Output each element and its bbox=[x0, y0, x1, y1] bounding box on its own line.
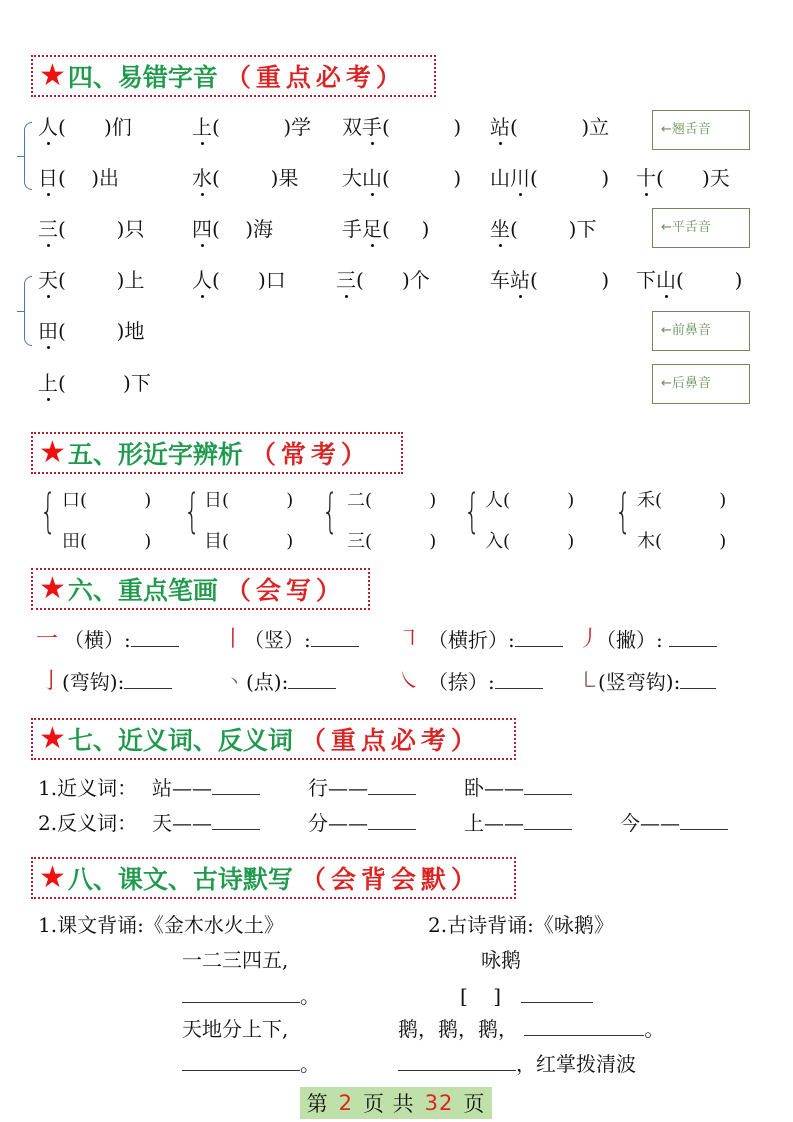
tag-flat-tongue: ←平舌音 bbox=[652, 208, 750, 248]
section-title: 五、形近字辨析 bbox=[67, 440, 243, 469]
section-note: （会背会默） bbox=[300, 865, 481, 894]
text-line-4: 。 bbox=[182, 1052, 320, 1076]
section-note: （重点必考） bbox=[225, 63, 406, 92]
answer-blank[interactable] bbox=[311, 629, 359, 647]
curly-brace-icon: { bbox=[464, 484, 481, 538]
text-line-3: 天地分上下, bbox=[182, 1017, 289, 1041]
section-header-7 bbox=[31, 718, 516, 760]
pinyin-item: 人( )口 bbox=[192, 268, 286, 292]
text-line-1: 一二三四五, bbox=[182, 948, 289, 972]
answer-blank[interactable] bbox=[524, 1018, 644, 1036]
answer-blank[interactable] bbox=[131, 629, 179, 647]
similar-top: 日( ) bbox=[204, 490, 294, 511]
stroke-shuwangou-icon: ㇄ bbox=[578, 669, 601, 694]
brace-icon bbox=[24, 122, 32, 190]
text-line-2: 。 bbox=[182, 984, 320, 1008]
similar-top: 禾( ) bbox=[637, 490, 727, 511]
answer-blank[interactable] bbox=[515, 629, 563, 647]
page-indicator bbox=[300, 1087, 492, 1119]
answer-blank[interactable] bbox=[368, 812, 416, 830]
pinyin-item: 上( )下 bbox=[38, 371, 151, 395]
stroke-pie-icon: 丿 bbox=[578, 627, 601, 652]
star-icon: ★ bbox=[39, 435, 66, 470]
stroke-wangou-icon: 亅 bbox=[40, 669, 63, 694]
similar-bottom: 三( ) bbox=[347, 531, 437, 552]
stroke-na-icon: ㇏ bbox=[398, 669, 421, 694]
synonym-item: 卧—— bbox=[464, 776, 572, 800]
stroke-label: (竖弯钩): bbox=[598, 670, 716, 694]
pinyin-item: 四( )海 bbox=[192, 217, 274, 241]
answer-blank[interactable] bbox=[495, 671, 543, 689]
curly-brace-icon: { bbox=[184, 484, 201, 538]
section-title: 七、近义词、反义词 bbox=[67, 726, 293, 755]
answer-blank[interactable] bbox=[288, 671, 336, 689]
antonyms-label: 2.反义词： bbox=[38, 811, 138, 835]
answer-blank[interactable] bbox=[398, 1053, 516, 1071]
answer-blank[interactable] bbox=[521, 985, 593, 1003]
stroke-label: （横）: bbox=[64, 628, 179, 652]
synonyms-label: 1.近义词： bbox=[38, 776, 138, 800]
similar-top: 口( ) bbox=[62, 490, 152, 511]
tag-back-nasal: ←后鼻音 bbox=[652, 364, 750, 404]
pinyin-item: 下山( ) bbox=[636, 268, 743, 292]
star-icon: ★ bbox=[39, 860, 66, 895]
tag-retroflex: ←翘舌音 bbox=[652, 110, 750, 150]
poem-author: [ ] bbox=[460, 984, 593, 1008]
similar-top: 人( ) bbox=[485, 490, 575, 511]
current-page: 2 bbox=[338, 1091, 353, 1115]
answer-blank[interactable] bbox=[680, 812, 728, 830]
stroke-label: （竖）: bbox=[244, 628, 359, 652]
answer-blank[interactable] bbox=[124, 671, 172, 689]
stroke-heng-icon: 一 bbox=[36, 627, 59, 652]
pinyin-item: 山川( ) bbox=[490, 166, 610, 190]
section-header-4 bbox=[31, 55, 436, 97]
stroke-shu-icon: 丨 bbox=[222, 627, 245, 652]
star-icon: ★ bbox=[39, 571, 66, 606]
pinyin-item: 三( )只 bbox=[38, 217, 145, 241]
pinyin-item: 双手( ) bbox=[342, 115, 462, 139]
star-icon: ★ bbox=[39, 58, 66, 93]
stroke-hengzhe-icon: ㇕ bbox=[398, 627, 421, 652]
section-title: 八、课文、古诗默写 bbox=[67, 865, 293, 894]
antonym-item: 今—— bbox=[620, 811, 728, 835]
answer-blank[interactable] bbox=[669, 629, 717, 647]
section-header-8 bbox=[31, 857, 516, 899]
antonym-item: 天—— bbox=[152, 811, 260, 835]
footer-text: 页 bbox=[463, 1092, 486, 1116]
answer-blank[interactable] bbox=[212, 777, 260, 795]
pinyin-item: 十( )天 bbox=[636, 166, 730, 190]
similar-bottom: 木( ) bbox=[637, 531, 727, 552]
tag-front-nasal: ←前鼻音 bbox=[652, 311, 750, 351]
answer-blank[interactable] bbox=[182, 1053, 300, 1071]
footer-text: 第 bbox=[306, 1092, 329, 1116]
synonym-item: 行—— bbox=[308, 776, 416, 800]
curly-brace-icon: { bbox=[40, 484, 57, 538]
stroke-label: (弯钩): bbox=[62, 670, 172, 694]
brace-icon bbox=[24, 276, 32, 346]
star-icon: ★ bbox=[39, 721, 66, 756]
pinyin-item: 坐( )下 bbox=[490, 217, 597, 241]
similar-top: 二( ) bbox=[347, 490, 437, 511]
poem-line-2: ，红掌拨清波 bbox=[398, 1052, 636, 1076]
text-recite-title: 1.课文背诵:《金木水火土》 bbox=[38, 913, 284, 937]
stroke-label: （横折）: bbox=[428, 628, 563, 652]
section-title: 四、易错字音 bbox=[67, 63, 218, 92]
synonym-item: 站—— bbox=[152, 776, 260, 800]
similar-bottom: 田( ) bbox=[62, 531, 152, 552]
pinyin-item: 水( )果 bbox=[192, 166, 299, 190]
pinyin-item: 人( )们 bbox=[38, 115, 132, 139]
stroke-dian-icon: 丶 bbox=[226, 672, 243, 691]
pinyin-item: 手足( ) bbox=[342, 217, 430, 241]
poem-name: 咏鹅 bbox=[481, 948, 521, 972]
pinyin-item: 三( )个 bbox=[336, 268, 430, 292]
pinyin-item: 大山( ) bbox=[342, 166, 462, 190]
stroke-label: (点): bbox=[246, 670, 336, 694]
poem-line-1: 鹅，鹅，鹅， 。 bbox=[398, 1017, 665, 1041]
pinyin-item: 上( )学 bbox=[192, 115, 312, 139]
poem-recite-title: 2.古诗背诵:《咏鹅》 bbox=[428, 913, 614, 937]
pinyin-item: 车站( ) bbox=[490, 268, 610, 292]
section-header-6 bbox=[31, 568, 370, 610]
answer-blank[interactable] bbox=[368, 777, 416, 795]
section-header-5 bbox=[31, 432, 403, 474]
section-note: （会写） bbox=[225, 576, 346, 605]
pinyin-item: 日( )出 bbox=[38, 166, 120, 190]
curly-brace-icon: { bbox=[615, 484, 632, 538]
stroke-label: （撇）: bbox=[596, 628, 717, 652]
answer-blank[interactable] bbox=[182, 985, 300, 1003]
answer-blank[interactable] bbox=[212, 812, 260, 830]
total-pages: 32 bbox=[424, 1091, 454, 1115]
section-note: （重点必考） bbox=[300, 726, 481, 755]
pinyin-item: 天( )上 bbox=[38, 268, 145, 292]
answer-blank[interactable] bbox=[524, 812, 572, 830]
pinyin-item: 田( )地 bbox=[38, 319, 145, 343]
section-title: 六、重点笔画 bbox=[67, 576, 218, 605]
section-note: （常考） bbox=[250, 440, 371, 469]
answer-blank[interactable] bbox=[680, 671, 716, 689]
similar-bottom: 入( ) bbox=[485, 531, 575, 552]
answer-blank[interactable] bbox=[524, 777, 572, 795]
curly-brace-icon: { bbox=[322, 484, 339, 538]
antonym-item: 分—— bbox=[308, 811, 416, 835]
antonym-item: 上—— bbox=[464, 811, 572, 835]
stroke-label: （捺）: bbox=[428, 670, 543, 694]
pinyin-item: 站( )立 bbox=[490, 115, 610, 139]
similar-bottom: 目( ) bbox=[204, 531, 294, 552]
footer-text: 页 共 bbox=[362, 1092, 415, 1116]
